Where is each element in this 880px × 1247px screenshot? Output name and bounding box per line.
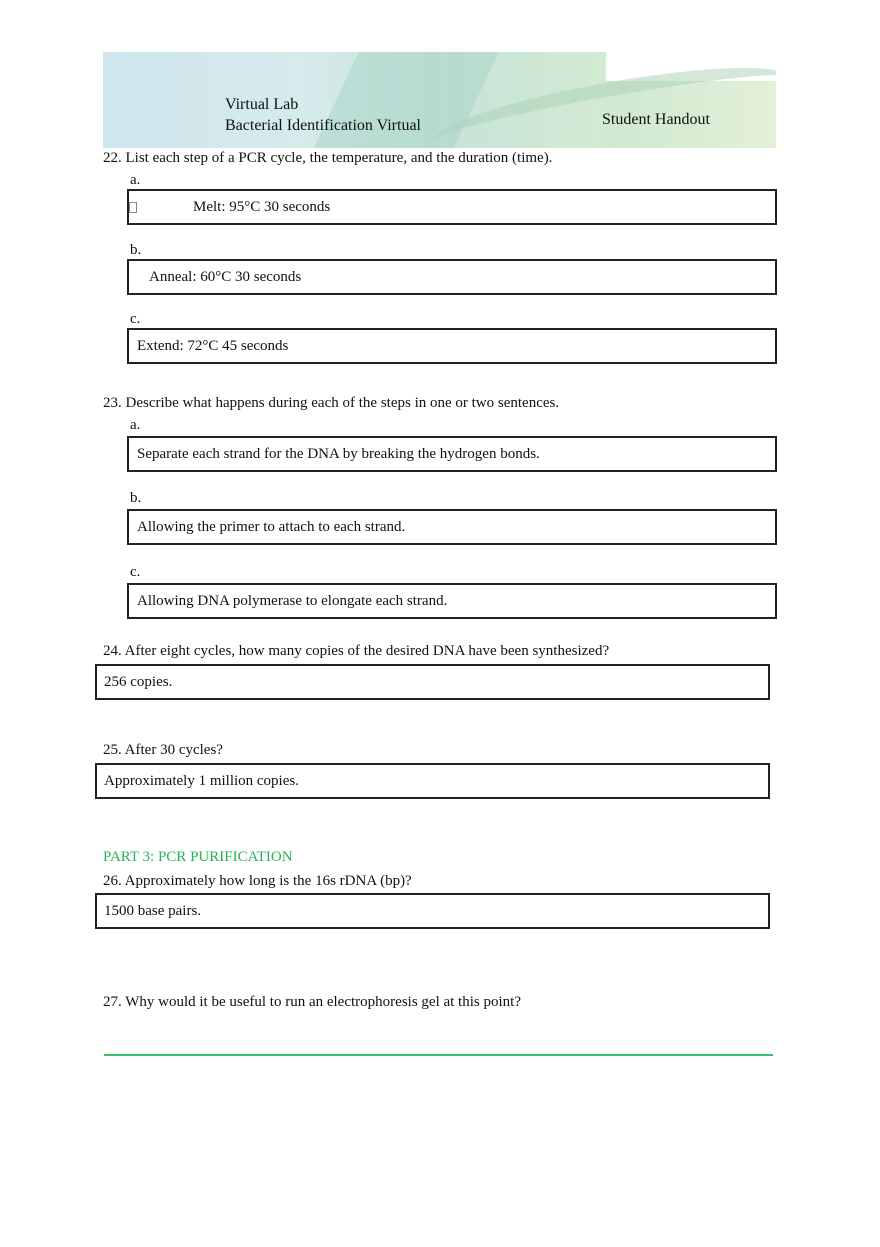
section-heading-part3: PART 3: PCR PURIFICATION [103, 849, 293, 865]
q22-label-c: c. [130, 311, 141, 327]
q23-label-a: a. [130, 417, 141, 433]
q26-answer[interactable]: 1500 base pairs. [95, 893, 770, 929]
header-title-lab: Virtual Lab [225, 96, 299, 113]
header-student-handout: Student Handout [602, 111, 710, 128]
q23-answer-c[interactable]: Allowing DNA polymerase to elongate each strand. [127, 583, 777, 619]
q23-label-b: b. [130, 490, 142, 506]
header-title-course: Bacterial Identification Virtual [225, 117, 421, 134]
question-23: 23. Describe what happens during each of the steps in one or two sentences. [103, 395, 560, 411]
q22-answer-a[interactable] [127, 189, 777, 225]
page-header-banner [103, 52, 776, 148]
q23-label-c: c. [130, 564, 141, 580]
q24-answer[interactable]: 256 copies. [95, 664, 770, 700]
missing-glyph-icon [129, 202, 137, 213]
question-26: 26. Approximately how long is the 16s rDNA (bp)? [103, 873, 412, 889]
q22-answer-b[interactable]: Anneal: 60°C 30 seconds [127, 259, 777, 295]
q22-answer-a-text: Melt: 95°C 30 seconds [193, 199, 331, 215]
q22-label-a: a. [130, 172, 141, 188]
green-divider-line [104, 1054, 773, 1056]
q23-answer-a[interactable]: Separate each strand for the DNA by breaking the hydrogen bonds. [127, 436, 777, 472]
question-27: 27. Why would it be useful to run an electrophoresis gel at this point? [103, 994, 521, 1010]
question-24: 24. After eight cycles, how many copies of the desired DNA have been synthesized? [103, 643, 610, 659]
question-22: 22. List each step of a PCR cycle, the temperature, and the duration (time). [103, 150, 553, 166]
question-25: 25. After 30 cycles? [103, 742, 223, 758]
q22-answer-c[interactable]: Extend: 72°C 45 seconds [127, 328, 777, 364]
q25-answer[interactable]: Approximately 1 million copies. [95, 763, 770, 799]
q22-label-b: b. [130, 242, 142, 258]
q23-answer-b[interactable]: Allowing the primer to attach to each strand. [127, 509, 777, 545]
